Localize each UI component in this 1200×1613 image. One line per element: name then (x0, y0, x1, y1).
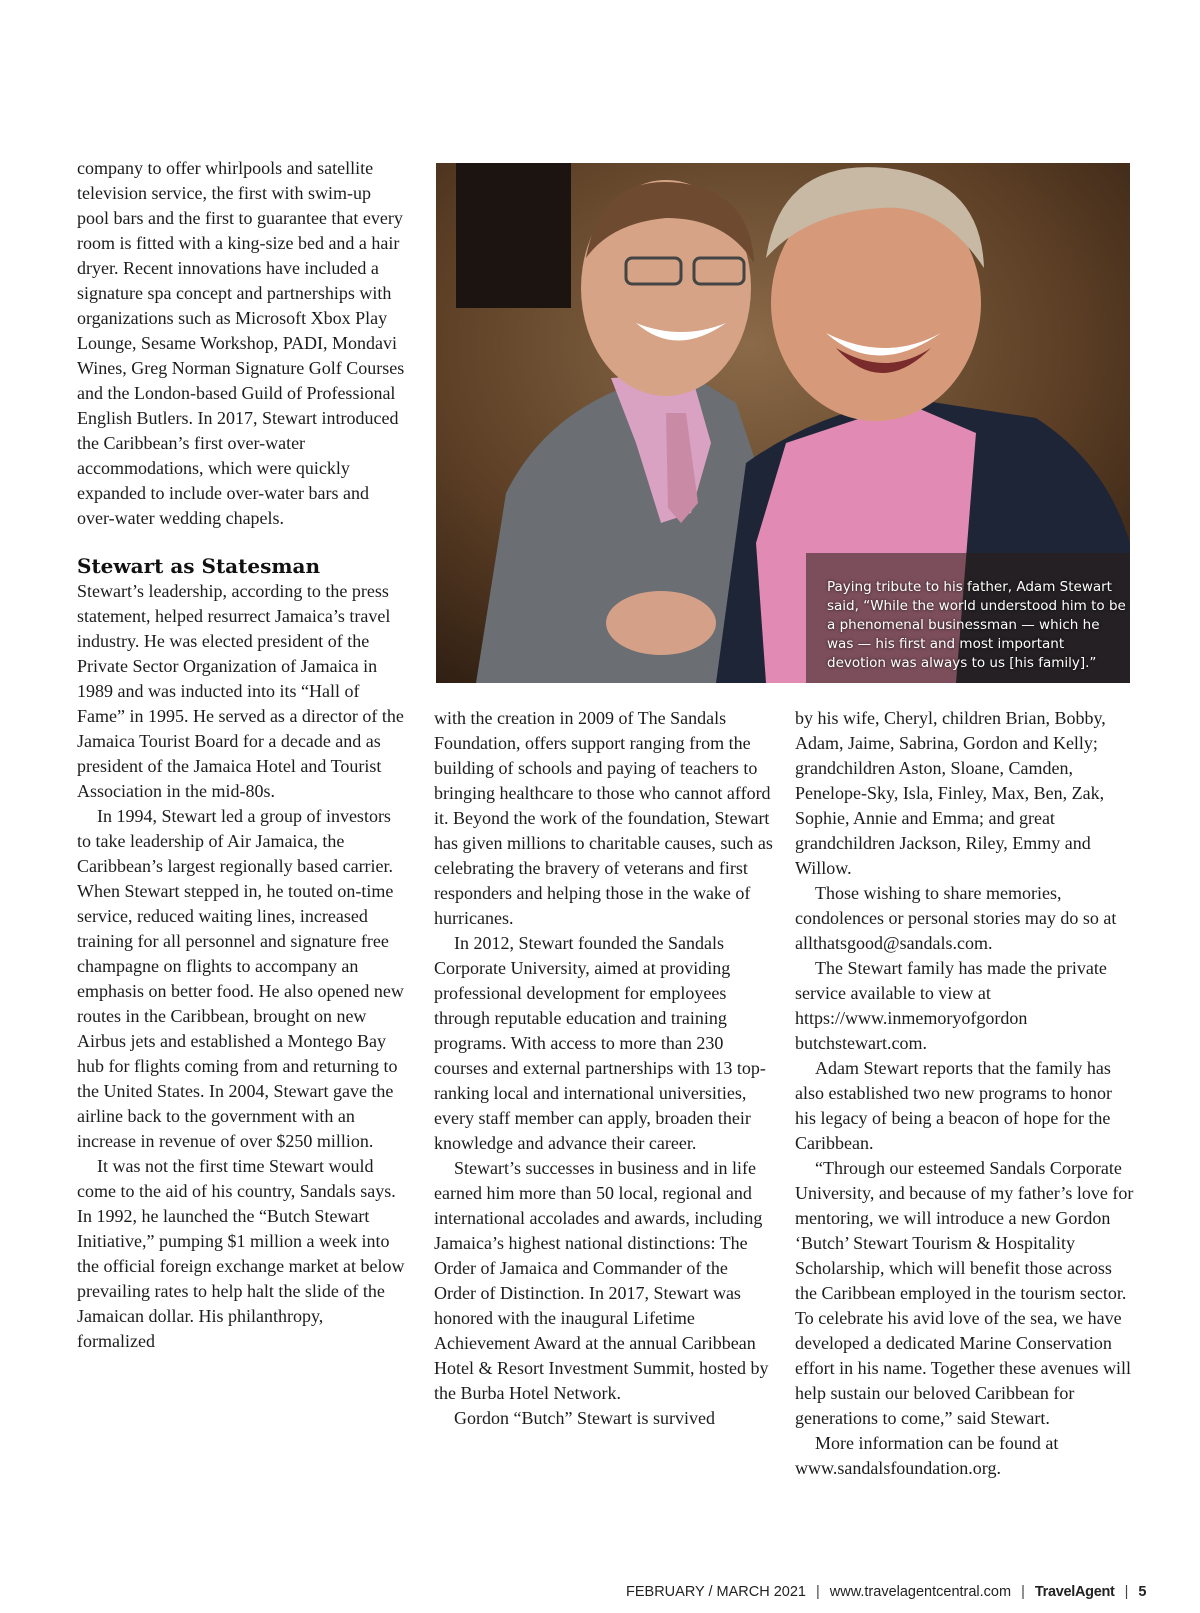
footer-divider: | (815, 1584, 820, 1600)
paragraph-programs: Adam Stewart reports that the family has also established two new programs to honor his legacy of being a beacon of hope for the Caribbean. (795, 1058, 1112, 1153)
paragraph-innovations: company to offer whirlpools and satellite television service, the first with swim-up pool bars and the first to guarantee that every room is fitted with a king-size bed and a hair dryer. Recent innovations have included a signature spa concept and partnerships with organizations such as Microsoft Xbox Play Lounge, Sesame Workshop, PADI, Mondavi Wines, Greg Norman Signature Golf Courses and the London-based Guild of Professional English Butlers. In 2017, Stewart introduced the Caribbean’s first over-water accommodations, which were quickly expanded to include over-water bars and over-water wedding chapels. (77, 158, 405, 528)
paragraph-accolades: Stewart’s successes in business and in life earned him more than 50 local, regional and international accolades and awards, including Jamaica’s highest national distinctions: The Order of Jamaica and Commander of the Order of Distinction. In 2017, Stewart was honored with the inaugural Lifetime Achievement Award at the annual Caribbean Hotel & Resort Investment Summit, hosted by the Burba Hotel Network. (434, 1158, 769, 1403)
footer-url[interactable]: www.travelagentcentral.com (829, 1584, 1012, 1600)
article-column-1 (77, 156, 405, 1354)
page-number: 5 (1138, 1584, 1147, 1600)
subheading-statesman: Stewart as Statesman (77, 554, 321, 578)
article-column-3 (795, 706, 1135, 1481)
paragraph-air-jamaica: In 1994, Stewart led a group of investors to take leadership of Air Jamaica, the Caribbean’s largest regionally based carrier. When Stewart stepped in, he touted on-time service, reduced waiting lines, increased training for all personnel and signature free champagne on flights to accompany an emphasis on better food. He also opened new routes in the Caribbean, brought on new Airbus jets and established a Montego Bay hub for flights coming from and returning to the United States. In 2004, Stewart gave the airline back to the government with an increase in revenue of over $250 million. (77, 806, 404, 1151)
paragraph-service: The Stewart family has made the private service available to view at https://www.inmemoryofgordon butchstewart.com. (795, 958, 1107, 1053)
paragraph-more-info: More information can be found at www.sandalsfoundation.org. (795, 1433, 1059, 1478)
paragraph-survived: Gordon “Butch” Stewart is survived (454, 1408, 715, 1428)
paragraph-initiative: It was not the first time Stewart would come to the aid of his country, Sandals says. In 1992, he launched the “Butch Stewart Initiative,” pumping $1 million a week into the official foreign exchange market at below prevailing rates to help halt the slide of the Jamaican dollar. His philanthropy, formalized (77, 1156, 405, 1351)
paragraph-statesman: Stewart’s leadership, according to the press statement, helped resurrect Jamaica’s travel industry. He was elected president of the Private Sector Organization of Jamaica in 1989 and was inducted into its “Hall of Fame” in 1995. He served as a director of the Jamaica Tourist Board for a decade and as president of the Jamaica Hotel and Tourist Association in the mid-80s. (77, 581, 404, 801)
paragraph-university: In 2012, Stewart founded the Sandals Corporate University, aimed at providing professional development for employees through reputable education and training programs. With access to more than 230 courses and external partnerships with 13 top-ranking local and international universities, every staff member can apply, broaden their knowledge and advance their career. (434, 933, 766, 1153)
footer-issue: FEBRUARY / MARCH 2021 (626, 1584, 806, 1600)
page-footer (626, 1580, 1146, 1604)
paragraph-quote: “Through our esteemed Sandals Corporate University, and because of my father’s love for mentoring, we will introduce a new Gordon ‘Butch’ Stewart Tourism & Hospitality Scholarship, which will benefit those across the Caribbean employed in the tourism sector. To celebrate his avid love of the sea, we have developed a dedicated Marine Conservation effort in his name. Together these avenues will help sustain our beloved Caribbean for generations to come,” said Stewart. (795, 1158, 1134, 1428)
paragraph-foundation: with the creation in 2009 of The Sandals Foundation, offers support ranging from the building of schools and paying of teachers to bringing healthcare to those who cannot afford it. Beyond the work of the foundation, Stewart has given millions to charitable causes, such as celebrating the bravery of veterans and first responders and helping those in the wake of hurricanes. (434, 708, 773, 928)
footer-divider: | (1124, 1584, 1129, 1600)
photo-caption: Paying tribute to his father, Adam Stewart said, “While the world understood him to be a phenomenal businessman — which he was — his first and most important devotion was always to us [his family].” (827, 579, 1126, 671)
paragraph-family: by his wife, Cheryl, children Brian, Bobby, Adam, Jaime, Sabrina, Gordon and Kelly; grandchildren Aston, Sloane, Camden, Penelope-Sky, Isla, Finley, Max, Ben, Zak, Sophie, Annie and Emma; and great grandchildren Jackson, Riley, Emmy and Willow. (795, 708, 1106, 878)
article-column-2 (434, 706, 774, 1431)
footer-divider: | (1021, 1584, 1025, 1600)
footer-brand-logo: TravelAgent (1034, 1584, 1115, 1600)
paragraph-memories: Those wishing to share memories, condolences or personal stories may do so at allthatsgood@sandals.com. (795, 883, 1117, 953)
